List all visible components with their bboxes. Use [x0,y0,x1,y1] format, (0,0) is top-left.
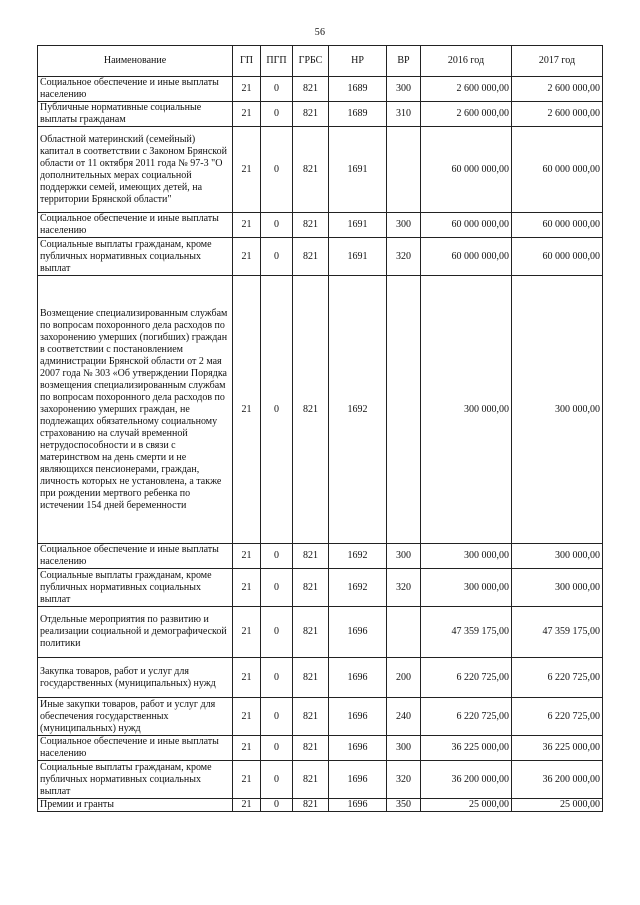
cell-2016: 300 000,00 [421,569,512,607]
cell-gp: 21 [233,127,261,213]
cell-2016: 6 220 725,00 [421,698,512,736]
cell-vr [387,276,421,544]
cell-vr: 300 [387,213,421,238]
table-row [38,799,603,812]
cell-nr: 1689 [329,102,387,127]
table-row [38,213,603,238]
cell-pgp: 0 [261,569,293,607]
cell-2016: 2 600 000,00 [421,102,512,127]
cell-name: Социальные выплаты гражданам, кроме публичных нормативных социальных выплат [38,238,233,276]
cell-grbs: 821 [293,77,329,102]
cell-gp: 21 [233,736,261,761]
cell-nr: 1692 [329,276,387,544]
cell-grbs: 821 [293,569,329,607]
cell-2017: 36 200 000,00 [512,761,603,799]
table-row [38,569,603,607]
cell-nr: 1696 [329,607,387,658]
cell-2017: 300 000,00 [512,569,603,607]
header-grbs: ГРБС [293,46,329,77]
cell-pgp: 0 [261,238,293,276]
cell-2016: 60 000 000,00 [421,127,512,213]
cell-gp: 21 [233,761,261,799]
cell-nr: 1696 [329,698,387,736]
cell-nr: 1696 [329,761,387,799]
cell-pgp: 0 [261,761,293,799]
cell-pgp: 0 [261,77,293,102]
header-name: Наименование [38,46,233,77]
cell-gp: 21 [233,238,261,276]
header-2017: 2017 год [512,46,603,77]
cell-2016: 2 600 000,00 [421,77,512,102]
cell-2017: 60 000 000,00 [512,213,603,238]
table-row [38,127,603,213]
cell-name: Социальные выплаты гражданам, кроме публичных нормативных социальных выплат [38,761,233,799]
cell-vr: 350 [387,799,421,812]
header-vr: ВР [387,46,421,77]
cell-gp: 21 [233,658,261,698]
cell-2016: 25 000,00 [421,799,512,812]
header-gp: ГП [233,46,261,77]
cell-gp: 21 [233,698,261,736]
cell-vr: 300 [387,544,421,569]
cell-grbs: 821 [293,238,329,276]
cell-pgp: 0 [261,276,293,544]
cell-2017: 2 600 000,00 [512,102,603,127]
cell-name: Областной материнский (семейный) капитал в соответствии с Законом Брянской области от 11 октября 2011 года № 97-3 "О дополнительных мерах социальной поддержки семей, имеющих детей, на территории Брянской области" [38,127,233,213]
cell-2016: 300 000,00 [421,276,512,544]
cell-nr: 1691 [329,213,387,238]
cell-grbs: 821 [293,607,329,658]
cell-vr: 240 [387,698,421,736]
cell-2016: 60 000 000,00 [421,238,512,276]
cell-grbs: 821 [293,658,329,698]
page-number: 56 [314,27,326,38]
cell-vr: 310 [387,102,421,127]
cell-grbs: 821 [293,213,329,238]
cell-pgp: 0 [261,213,293,238]
cell-gp: 21 [233,607,261,658]
table-row [38,238,603,276]
cell-name: Социальное обеспечение и иные выплаты населению [38,77,233,102]
cell-grbs: 821 [293,127,329,213]
cell-nr: 1696 [329,658,387,698]
cell-2017: 60 000 000,00 [512,127,603,213]
header-2016: 2016 год [421,46,512,77]
cell-2017: 25 000,00 [512,799,603,812]
cell-nr: 1696 [329,799,387,812]
cell-name: Социальное обеспечение и иные выплаты населению [38,213,233,238]
cell-gp: 21 [233,544,261,569]
table-row [38,736,603,761]
table-row [38,658,603,698]
cell-2017: 2 600 000,00 [512,77,603,102]
table-row [38,544,603,569]
cell-name: Закупка товаров, работ и услуг для государственных (муниципальных) нужд [38,658,233,698]
cell-nr: 1692 [329,569,387,607]
cell-nr: 1696 [329,736,387,761]
cell-vr: 300 [387,736,421,761]
cell-2017: 300 000,00 [512,544,603,569]
cell-name: Социальное обеспечение и иные выплаты населению [38,736,233,761]
cell-name: Публичные нормативные социальные выплаты гражданам [38,102,233,127]
table-body [38,77,603,812]
cell-grbs: 821 [293,102,329,127]
cell-nr: 1689 [329,77,387,102]
cell-2016: 60 000 000,00 [421,213,512,238]
cell-pgp: 0 [261,698,293,736]
cell-grbs: 821 [293,736,329,761]
cell-grbs: 821 [293,761,329,799]
cell-nr: 1691 [329,238,387,276]
cell-2017: 6 220 725,00 [512,698,603,736]
cell-2016: 6 220 725,00 [421,658,512,698]
cell-vr [387,127,421,213]
cell-pgp: 0 [261,607,293,658]
cell-2017: 47 359 175,00 [512,607,603,658]
cell-pgp: 0 [261,658,293,698]
cell-gp: 21 [233,213,261,238]
cell-vr: 320 [387,761,421,799]
cell-gp: 21 [233,569,261,607]
cell-2016: 47 359 175,00 [421,607,512,658]
cell-2016: 300 000,00 [421,544,512,569]
table-row [38,698,603,736]
cell-nr: 1691 [329,127,387,213]
cell-name: Премии и гранты [38,799,233,812]
cell-gp: 21 [233,799,261,812]
budget-table [37,45,603,812]
cell-grbs: 821 [293,698,329,736]
cell-vr: 320 [387,238,421,276]
cell-pgp: 0 [261,127,293,213]
header-nr: НР [329,46,387,77]
cell-grbs: 821 [293,276,329,544]
cell-2016: 36 225 000,00 [421,736,512,761]
cell-name: Возмещение специализированным службам по вопросам похоронного дела расходов по захоронению умерших (погибших) граждан в соответствии с постановлением администрации Брянской области от 2 мая 2007 года № 303 «Об утверждении Порядка возмещения специализированным службам по вопросам похоронного дела расходов по захоронению умерших граждан, не подлежащих обязательному социальному страхованию на случай временной нетрудоспособности и в связи с материнством на день смерти и не являющихся пенсионерами, граждан, личность которых не установлена, а также при рождении мертвого ребенка по истечении 154 дней беременности [38,276,233,544]
cell-2017: 6 220 725,00 [512,658,603,698]
cell-pgp: 0 [261,102,293,127]
cell-vr: 300 [387,77,421,102]
cell-name: Социальное обеспечение и иные выплаты населению [38,544,233,569]
cell-grbs: 821 [293,544,329,569]
table-row [38,276,603,544]
cell-name: Социальные выплаты гражданам, кроме публичных нормативных социальных выплат [38,569,233,607]
table-header-row [38,46,603,77]
cell-gp: 21 [233,276,261,544]
cell-vr: 320 [387,569,421,607]
cell-pgp: 0 [261,736,293,761]
cell-name: Иные закупки товаров, работ и услуг для обеспечения государственных (муниципальных) нужд [38,698,233,736]
table-row [38,607,603,658]
cell-vr [387,607,421,658]
cell-name: Отдельные мероприятия по развитию и реализации социальной и демографической политики [38,607,233,658]
table-row [38,77,603,102]
cell-gp: 21 [233,77,261,102]
cell-vr: 200 [387,658,421,698]
cell-gp: 21 [233,102,261,127]
cell-pgp: 0 [261,544,293,569]
cell-2017: 60 000 000,00 [512,238,603,276]
cell-2017: 36 225 000,00 [512,736,603,761]
cell-nr: 1692 [329,544,387,569]
cell-grbs: 821 [293,799,329,812]
cell-2016: 36 200 000,00 [421,761,512,799]
cell-2017: 300 000,00 [512,276,603,544]
header-pgp: ПГП [261,46,293,77]
table-row [38,102,603,127]
table-row [38,761,603,799]
cell-pgp: 0 [261,799,293,812]
